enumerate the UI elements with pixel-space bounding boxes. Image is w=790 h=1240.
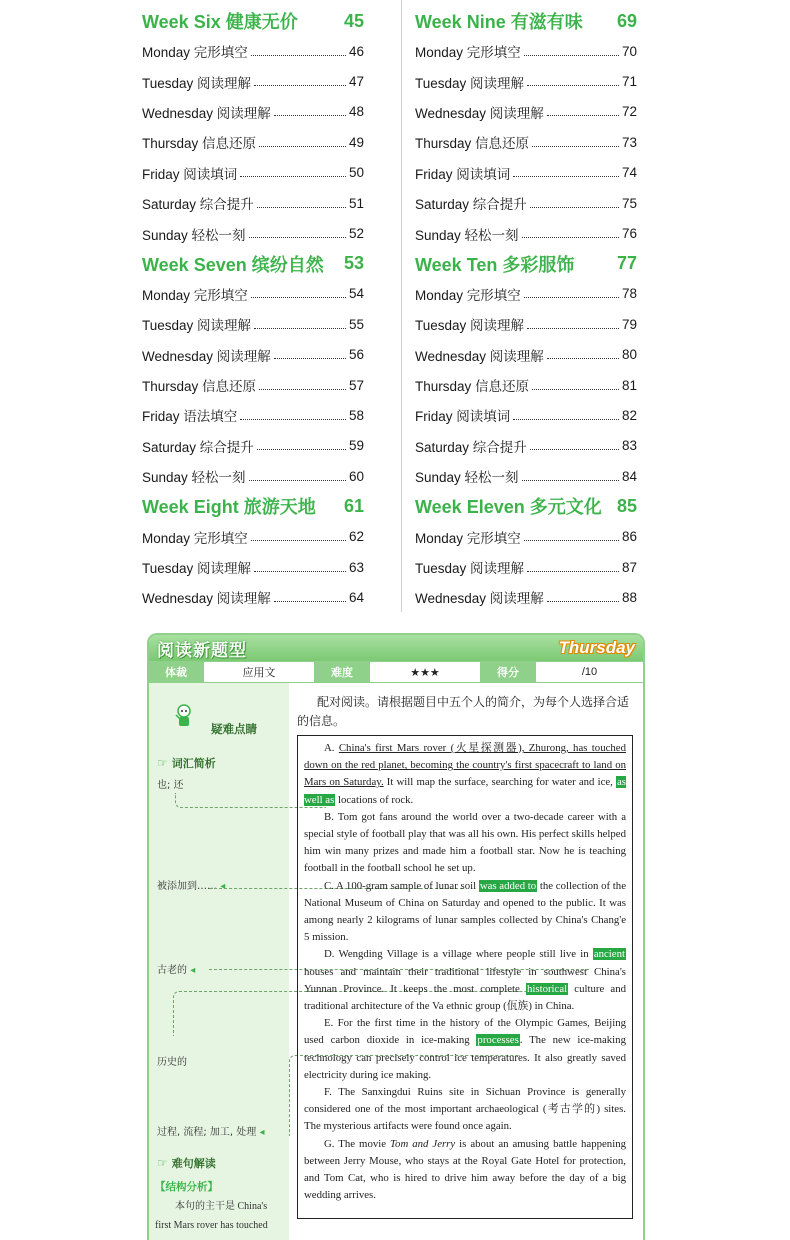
dot-leader bbox=[251, 540, 346, 541]
toc-entry-label: Friday 语法填空 bbox=[142, 409, 238, 425]
genre-value: 应用文 bbox=[204, 662, 315, 682]
score-value: /10 bbox=[536, 662, 643, 682]
info-row bbox=[149, 661, 643, 683]
dot-leader bbox=[530, 207, 619, 208]
note-historical bbox=[157, 1053, 187, 1068]
dot-leader bbox=[527, 85, 619, 86]
week-heading bbox=[415, 491, 637, 521]
main-area bbox=[289, 683, 643, 1240]
toc-entry-page: 86 bbox=[621, 529, 637, 545]
difficulty-label: 难度 bbox=[315, 662, 370, 682]
passage-box bbox=[297, 735, 633, 1219]
toc-entry-label: Wednesday 阅读理解 bbox=[142, 105, 271, 121]
toc-entry-label: Wednesday 阅读理解 bbox=[415, 591, 544, 607]
note-text: 被添加到…… bbox=[157, 881, 217, 892]
dot-leader bbox=[257, 449, 346, 450]
week-title: Week Eight 旅游天地 bbox=[142, 497, 316, 518]
toc-entry-page: 58 bbox=[348, 407, 364, 423]
highlight-word: as well as bbox=[304, 776, 626, 806]
toc-entry[interactable] bbox=[415, 340, 637, 370]
dot-leader bbox=[513, 176, 619, 177]
toc-entry-page: 46 bbox=[348, 43, 364, 59]
toc-entry-label: Wednesday 阅读理解 bbox=[415, 105, 544, 121]
note-text: 历史的 bbox=[157, 1057, 187, 1068]
toc-entry-label: Friday 阅读填词 bbox=[415, 166, 511, 182]
toc-entry-page: 75 bbox=[621, 195, 637, 211]
sentence-head-label: 难句解读 bbox=[171, 1158, 216, 1170]
dot-leader bbox=[274, 115, 346, 116]
toc-entry-page: 82 bbox=[621, 407, 637, 423]
panel-header bbox=[149, 635, 643, 661]
toc-entry-label: Saturday 综合提升 bbox=[142, 197, 254, 213]
toc-entry[interactable] bbox=[415, 158, 637, 188]
toc-entry[interactable] bbox=[142, 400, 364, 430]
dot-leader bbox=[547, 358, 619, 359]
toc-entry-label: Tuesday 阅读理解 bbox=[142, 75, 252, 91]
toc-entry[interactable] bbox=[142, 188, 364, 218]
dot-leader bbox=[527, 328, 619, 329]
exercise-panel bbox=[147, 633, 645, 1240]
score-label: 得分 bbox=[481, 662, 536, 682]
week-title: Week Nine 有滋有味 bbox=[415, 12, 583, 32]
toc-entry-label: Monday 完形填空 bbox=[142, 530, 248, 546]
toc-entry-label: Wednesday 阅读理解 bbox=[142, 591, 271, 607]
dot-leader bbox=[522, 237, 619, 238]
toc-entry-page: 78 bbox=[621, 286, 637, 302]
highlight-word: was added to bbox=[479, 879, 537, 892]
toc-entry[interactable] bbox=[142, 279, 364, 309]
toc-entry-page: 84 bbox=[621, 468, 637, 484]
toc-entry[interactable] bbox=[415, 279, 637, 309]
dot-leader bbox=[524, 55, 619, 56]
toc-entry-page: 63 bbox=[348, 559, 364, 575]
toc-entry-label: Sunday 轻松一刻 bbox=[142, 227, 246, 243]
week-heading bbox=[415, 6, 637, 36]
dot-leader bbox=[257, 207, 346, 208]
toc-entry[interactable] bbox=[142, 521, 364, 551]
dot-leader bbox=[254, 571, 346, 572]
genre-label: 体裁 bbox=[149, 662, 204, 682]
toc-entry-label: Monday 完形填空 bbox=[142, 287, 248, 303]
toc-entry-page: 74 bbox=[621, 165, 637, 181]
sentence-head bbox=[157, 1155, 216, 1171]
toc-entry-page: 64 bbox=[348, 589, 364, 605]
passage-b: B. Tom got fans around the world over a two-decade career with a special style of football play that was all his own. His perfect skills helped him win many prizes and made him a football star. Now he is teaching football in the football school he set up. bbox=[304, 810, 626, 875]
toc-entry[interactable] bbox=[142, 582, 364, 612]
instruction-text: 配对阅读。请根据题目中五个人的简介，为每个人选择合适的信息。 bbox=[297, 695, 630, 728]
toc-entry[interactable] bbox=[142, 66, 364, 96]
toc-entry-label: Wednesday 阅读理解 bbox=[415, 348, 544, 364]
week-page-number: 85 bbox=[616, 495, 637, 516]
dot-leader bbox=[547, 601, 619, 602]
dot-leader bbox=[254, 328, 346, 329]
dot-leader bbox=[249, 480, 346, 481]
toc-entry-label: Sunday 轻松一刻 bbox=[142, 470, 246, 486]
toc-entry-page: 55 bbox=[348, 316, 364, 332]
toc-entry-page: 72 bbox=[621, 104, 637, 120]
week-page-number: 45 bbox=[343, 10, 364, 31]
toc-entry-page: 88 bbox=[621, 589, 637, 605]
dot-leader bbox=[547, 115, 619, 116]
highlight-word: ancient bbox=[593, 948, 625, 961]
arrow-left-icon: ◂ bbox=[190, 965, 196, 976]
toc-entry-label: Sunday 轻松一刻 bbox=[415, 470, 519, 486]
week-page-number: 69 bbox=[616, 10, 637, 31]
toc-entry-label: Thursday 信息还原 bbox=[142, 136, 257, 152]
toc-entry-page: 52 bbox=[348, 226, 364, 242]
week-heading bbox=[415, 249, 637, 279]
toc-entry-label: Friday 阅读填词 bbox=[142, 166, 238, 182]
dot-leader bbox=[524, 297, 619, 298]
dot-leader bbox=[259, 389, 346, 390]
toc-entry[interactable] bbox=[415, 461, 637, 491]
toc-entry-page: 49 bbox=[348, 134, 364, 150]
toc-entry[interactable] bbox=[142, 127, 364, 157]
dot-leader bbox=[524, 540, 619, 541]
week-page-number: 77 bbox=[616, 253, 637, 274]
passage-f: F. The Sanxingdui Ruins site in Sichuan Province is generally considered one of the most important archaeological (考古学的) sites. The mysterious artifacts were found once again. bbox=[304, 1086, 626, 1133]
week-page-number: 53 bbox=[343, 253, 364, 274]
toc-entry[interactable] bbox=[142, 309, 364, 339]
dot-leader bbox=[249, 237, 346, 238]
dot-leader bbox=[522, 480, 619, 481]
vocab-head bbox=[157, 755, 216, 771]
toc-entry[interactable] bbox=[142, 431, 364, 461]
toc-entry[interactable] bbox=[415, 552, 637, 582]
toc-entry-label: Monday 完形填空 bbox=[142, 45, 248, 61]
panel-title: 阅读新题型 bbox=[157, 640, 247, 660]
dot-leader bbox=[240, 419, 346, 420]
toc-entry[interactable] bbox=[415, 431, 637, 461]
toc-entry-page: 76 bbox=[621, 226, 637, 242]
toc-entry[interactable] bbox=[142, 370, 364, 400]
toc-entry-label: Tuesday 阅读理解 bbox=[415, 75, 525, 91]
toc-entry[interactable] bbox=[415, 36, 637, 66]
passage-a: A. China's first Mars rover (火星探测器), Zhurong, has touched down on the red planet, becoming the country's first spacecraft to land on Mars on Saturday. It will map the surface, searching for water and ice, as well as locations of rock. bbox=[304, 742, 626, 806]
toc-entry[interactable] bbox=[142, 340, 364, 370]
dot-leader bbox=[254, 85, 346, 86]
toc-entry-label: Tuesday 阅读理解 bbox=[415, 561, 525, 577]
toc-entry[interactable] bbox=[415, 218, 637, 248]
toc-entry[interactable] bbox=[415, 521, 637, 551]
week-title: Week Ten 多彩服饰 bbox=[415, 254, 575, 275]
dot-leader bbox=[530, 449, 619, 450]
dot-leader bbox=[274, 358, 346, 359]
side-title: 疑难点睛 bbox=[211, 724, 257, 736]
passage-d: D. Wengding Village is a village where people still live in ancient houses and maintain their traditional lifestyle in southwest China's Yunnan Province. It keeps the most complete historical culture and traditional architecture of the Va ethnic group (佤族) in China. bbox=[304, 948, 626, 1013]
note-processes bbox=[157, 1123, 264, 1138]
week-heading bbox=[142, 249, 364, 279]
toc-entry-page: 60 bbox=[348, 468, 364, 484]
side-notes bbox=[149, 683, 289, 1240]
toc-entry-page: 56 bbox=[348, 347, 364, 363]
note-added-to bbox=[157, 877, 225, 892]
toc-entry-page: 62 bbox=[348, 529, 364, 545]
toc-entry-page: 83 bbox=[621, 438, 637, 454]
toc-entry-label: Sunday 轻松一刻 bbox=[415, 227, 519, 243]
toc-entry[interactable] bbox=[142, 461, 364, 491]
toc-divider bbox=[401, 0, 402, 612]
dot-leader bbox=[251, 297, 346, 298]
passage-g: G. The movie Tom and Jerry is about an amusing battle happening between Jerry Mouse, who stays at the Royal Gate Hotel for protection, and Tom Cat, who is hired to drive him away before the day of a big wedding arrives. bbox=[304, 1137, 627, 1202]
toc-entry[interactable] bbox=[415, 97, 637, 127]
highlight-word: processes bbox=[477, 1034, 519, 1047]
dot-leader bbox=[527, 571, 619, 572]
panel-day: Thursday bbox=[558, 638, 635, 657]
structure-text: 本句的主干是 China's first Mars rover has touched bbox=[155, 1201, 268, 1231]
toc-entry-page: 81 bbox=[621, 377, 637, 393]
toc-entry-page: 80 bbox=[621, 347, 637, 363]
toc-entry[interactable] bbox=[415, 582, 637, 612]
structure-label: 【结构分析】 bbox=[155, 1181, 218, 1193]
toc-entry-page: 57 bbox=[348, 377, 364, 393]
toc-entry-label: Monday 完形填空 bbox=[415, 287, 521, 303]
toc-left-column bbox=[142, 6, 364, 613]
mascot-icon bbox=[173, 703, 195, 729]
toc-entry-page: 50 bbox=[348, 165, 364, 181]
toc-entry-page: 87 bbox=[621, 559, 637, 575]
pointing-hand-icon: ☞ bbox=[157, 756, 168, 770]
pointing-hand-icon: ☞ bbox=[157, 1156, 168, 1170]
vocab-head-label: 词汇简析 bbox=[171, 758, 216, 770]
dot-leader bbox=[240, 176, 346, 177]
toc-entry-label: Thursday 信息还原 bbox=[415, 379, 530, 395]
week-title: Week Six 健康无价 bbox=[142, 12, 298, 32]
toc-right-column bbox=[415, 6, 637, 613]
toc-entry-page: 51 bbox=[348, 195, 364, 211]
toc-entry-label: Monday 完形填空 bbox=[415, 530, 521, 546]
toc-entry-page: 73 bbox=[621, 134, 637, 150]
toc-entry-label: Saturday 综合提升 bbox=[415, 197, 527, 213]
dot-leader bbox=[532, 146, 619, 147]
week-page-number: 61 bbox=[343, 495, 364, 516]
toc-entry-label: Saturday 综合提升 bbox=[142, 439, 254, 455]
toc-entry-label: Saturday 综合提升 bbox=[415, 439, 527, 455]
toc-entry[interactable] bbox=[415, 400, 637, 430]
highlight-word: historical bbox=[526, 982, 568, 995]
toc-entry[interactable] bbox=[142, 97, 364, 127]
toc-entry[interactable] bbox=[415, 127, 637, 157]
toc-entry-label: Tuesday 阅读理解 bbox=[142, 561, 252, 577]
toc-entry[interactable] bbox=[415, 309, 637, 339]
week-heading bbox=[142, 6, 364, 36]
week-heading bbox=[142, 491, 364, 521]
dot-leader bbox=[274, 601, 346, 602]
week-title: Week Eleven 多元文化 bbox=[415, 497, 602, 518]
dot-leader bbox=[532, 389, 619, 390]
toc-entry-label: Tuesday 阅读理解 bbox=[415, 318, 525, 334]
note-ancient bbox=[157, 961, 195, 976]
dot-leader bbox=[251, 55, 346, 56]
dot-leader bbox=[513, 419, 619, 420]
toc-entry[interactable] bbox=[142, 218, 364, 248]
toc-entry-page: 79 bbox=[621, 316, 637, 332]
toc-entry[interactable] bbox=[415, 66, 637, 96]
arrow-left-icon: ◂ bbox=[259, 1127, 265, 1138]
toc-entry-label: Thursday 信息还原 bbox=[142, 379, 257, 395]
toc-entry-page: 70 bbox=[621, 43, 637, 59]
note-text: 也; 还 bbox=[157, 780, 184, 791]
toc-entry-page: 71 bbox=[621, 74, 637, 90]
passage-e: E. For the first time in the history of the Olympic Games, Beijing used carbon dioxide in ice-making processes. The new ice-making technology can precisely control ice temperatures. It also greatly saved electricity during ice making. bbox=[304, 1017, 626, 1081]
week-title: Week Seven 缤纷自然 bbox=[142, 254, 324, 275]
toc-entry-page: 59 bbox=[348, 438, 364, 454]
toc-entry[interactable] bbox=[142, 36, 364, 66]
toc-entry[interactable] bbox=[415, 370, 637, 400]
note-text: 过程, 流程; 加工, 处理 bbox=[157, 1127, 257, 1138]
toc-entry[interactable] bbox=[415, 188, 637, 218]
toc-entry-label: Monday 完形填空 bbox=[415, 45, 521, 61]
difficulty-value: ★★★ bbox=[370, 662, 481, 682]
toc-entry-page: 48 bbox=[348, 104, 364, 120]
arrow-left-icon: ◂ bbox=[220, 881, 226, 892]
toc-entry-label: Tuesday 阅读理解 bbox=[142, 318, 252, 334]
dot-leader bbox=[259, 146, 346, 147]
toc-entry[interactable] bbox=[142, 158, 364, 188]
note-as-well-as bbox=[157, 776, 184, 791]
note-text: 古老的 bbox=[157, 965, 187, 976]
toc-entry-page: 54 bbox=[348, 286, 364, 302]
toc-entry-label: Thursday 信息还原 bbox=[415, 136, 530, 152]
toc-entry[interactable] bbox=[142, 552, 364, 582]
passage-c: C. A 100-gram sample of lunar soil was added to the collection of the National Museum of China on Saturday and opened to the public. It was among nearly 2 kilograms of lunar samples collected by China's Chang'e 5 mission. bbox=[304, 879, 626, 944]
toc-entry-page: 47 bbox=[348, 74, 364, 90]
toc-entry-label: Wednesday 阅读理解 bbox=[142, 348, 271, 364]
toc-entry-label: Friday 阅读填词 bbox=[415, 409, 511, 425]
